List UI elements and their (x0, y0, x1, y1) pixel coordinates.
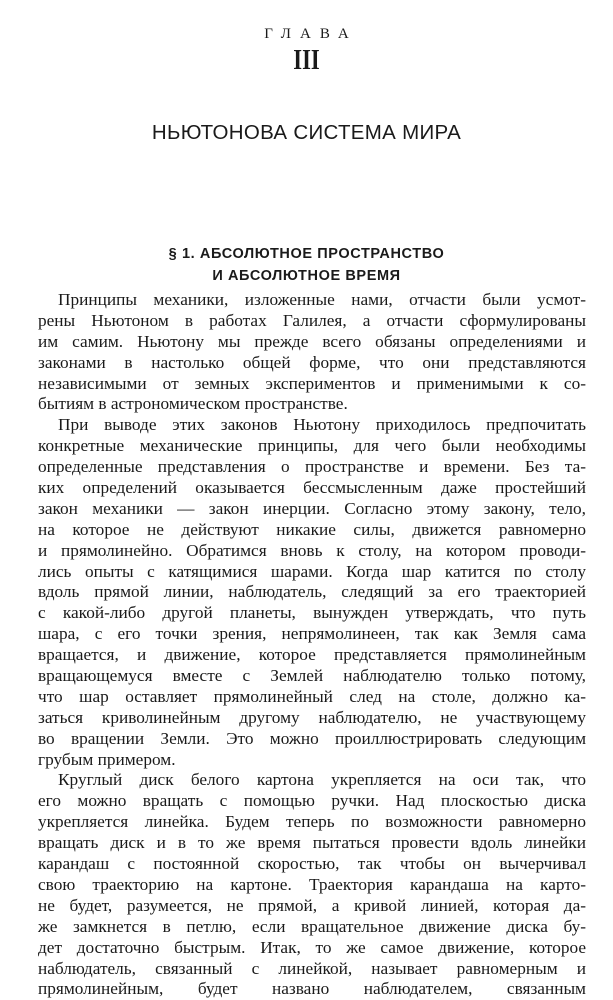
text-line: независимыми от земных экспериментов и применимыми к со- (38, 373, 586, 393)
text-line: прямолинейным, будет названо наблюдателем, связанным (38, 979, 586, 999)
text-line: заться криволинейным другому наблюдателю, не участвующему (38, 707, 586, 727)
text-line: им самим. Ньютону мы прежде всего обязаны определениями и (38, 331, 586, 351)
text-line: вращать диск и в то же время пытаться провести вдоль линейки (38, 833, 586, 853)
chapter-label: ГЛАВА (264, 26, 358, 42)
text-line: же замкнется в петлю, если вращательное движение диска бу- (38, 916, 586, 936)
text-line: определенные представления о пространстве и времени. Без та- (38, 457, 586, 477)
chapter-number: III (293, 44, 320, 76)
text-line: Круглый диск белого картона укрепляется на оси так, что (58, 770, 586, 790)
text-line: законами в настолько общей форме, что они представляются (38, 352, 586, 372)
text-line: не будет, разумеется, не прямой, а кривой линией, которая да- (38, 895, 586, 915)
section-heading (0, 243, 613, 287)
text-line: конкретные механические принципы, для чего были необходимы (38, 436, 586, 456)
text-line: ких определений оказывается бессмысленным даже простейший (38, 478, 586, 498)
text-line: лись опыты с катящимися шарами. Когда шар катится по столу (38, 561, 586, 581)
text-line: и прямолинейно. Обратимся вновь к столу, на котором проводи- (38, 540, 586, 560)
body-text (38, 290, 586, 1000)
text-line: бытиям в астрономическом пространстве. (38, 394, 348, 414)
text-line: грубым примером. (38, 749, 176, 769)
text-line: карандаш с постоянной скоростью, так чтобы он вычерчивал (38, 854, 586, 874)
text-line: укрепляется линейка. Будем теперь по возможности равномерно (38, 812, 586, 832)
section-heading-line: И АБСОЛЮТНОЕ ВРЕМЯ (212, 268, 401, 284)
chapter-title: НЬЮТОНОВА СИСТЕМА МИРА (151, 121, 462, 144)
text-line: вращающемуся вместе с Землей наблюдателю только потому, (38, 666, 586, 686)
text-line: во вращении Земли. Это можно проиллюстрировать следующим (38, 728, 586, 748)
text-line: на которое не действуют никакие силы, движется равномерно (38, 519, 586, 539)
text-line: что шар оставляет прямолинейный след на столе, должно ка- (38, 686, 586, 706)
text-line: При выводе этих законов Ньютону приходилось предпочитать (58, 415, 586, 435)
text-line: Принципы механики, изложенные нами, отчасти были усмот- (58, 290, 586, 309)
text-line: шара, с его точки зрения, непрямолинеен, так как Земля сама (38, 624, 586, 644)
text-line: наблюдатель, связанный с линейкой, называет равномерным и (38, 958, 586, 978)
text-line: дет достаточно быстрым. Итак, то же самое движение, которое (38, 937, 586, 957)
section-heading-line: § 1. АБСОЛЮТНОЕ ПРОСТРАНСТВО (168, 246, 445, 262)
text-line: вращается, и движение, которое представляется прямолинейным (38, 645, 586, 665)
text-line: с какой-либо другой планеты, вынужден утверждать, что путь (38, 603, 586, 623)
text-line: рены Ньютоном в работах Галилея, а отчасти сформулированы (38, 310, 586, 330)
text-line: свою траекторию на картоне. Траектория карандаша на карто- (38, 874, 586, 894)
text-line: вдоль прямой линии, наблюдатель, следящий за его траекторией (38, 582, 586, 602)
text-line: закон механики — закон инерции. Согласно этому закону, тело, (38, 498, 586, 518)
text-line: его можно вращать с помощью ручки. Над плоскостью диска (38, 791, 586, 811)
